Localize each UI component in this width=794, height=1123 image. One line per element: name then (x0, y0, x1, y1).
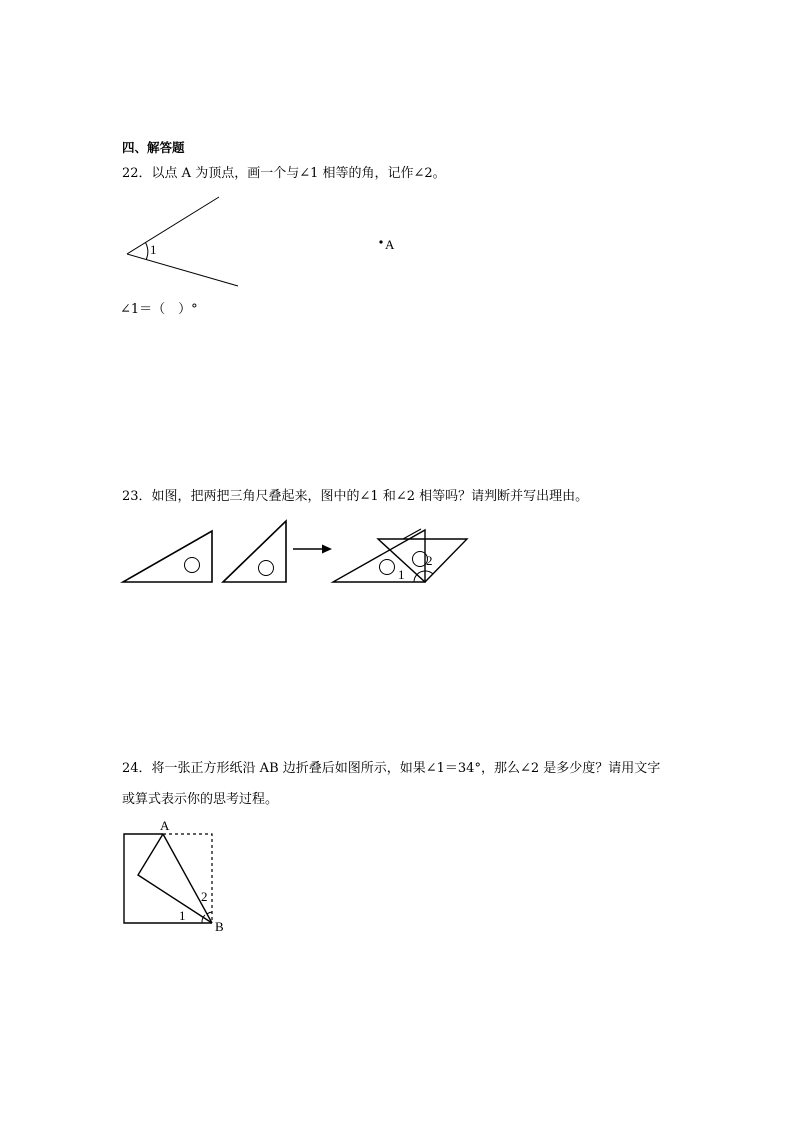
angle-2-label: 2 (201, 889, 208, 904)
question-24-text-line1: 24．将一张正方形纸沿 AB 边折叠后如图所示，如果∠1＝34°，那么∠2 是多少度？请用文字 (122, 761, 661, 776)
angle-1-label: 1 (179, 908, 186, 923)
angle-2-label: 2 (426, 553, 433, 568)
angle-2-arc (207, 912, 212, 914)
question-23-text: 23．如图，把两把三角尺叠起来，图中的∠1 和∠2 相等吗？请判断并写出理由。 (122, 489, 589, 504)
section-title: 四、解答题 (122, 140, 185, 155)
question-22-answer-line: ∠1＝（ ）° (120, 302, 198, 317)
angle-1-label: 1 (398, 567, 405, 582)
question-22-text: 22．以点 A 为顶点，画一个与∠1 相等的角，记作∠2。 (122, 166, 446, 181)
fold-line-ab (163, 834, 212, 923)
folded-flap (138, 834, 212, 923)
point-b-label: B (215, 919, 224, 934)
question-24-text-line2: 或算式表示你的思考过程。 (122, 792, 279, 807)
angle-1-label: 1 (150, 242, 157, 257)
point-a-label: A (160, 818, 170, 833)
point-a-label: A (385, 237, 395, 252)
square-outline (124, 834, 212, 923)
